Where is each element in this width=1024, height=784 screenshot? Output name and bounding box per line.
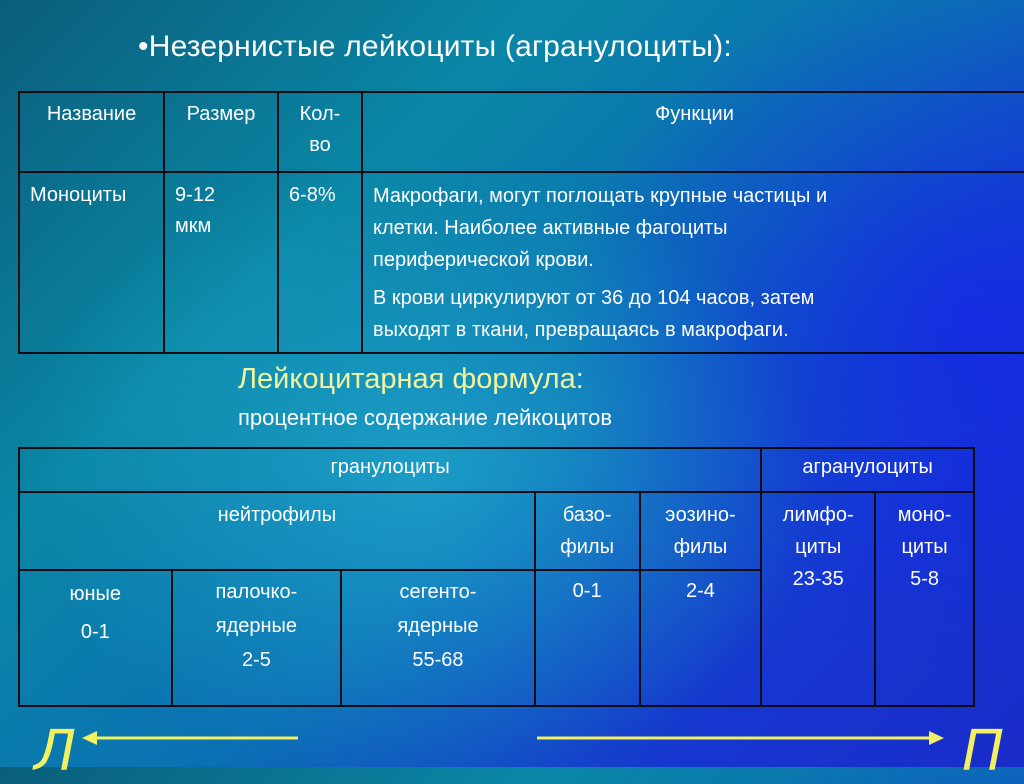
basophils-value-cell: 0-1 [535, 570, 640, 706]
neutrophils-header: нейтрофилы [19, 492, 535, 570]
granulocytes-header: гранулоциты [19, 448, 761, 492]
eosinophils-value-cell: 2-4 [640, 570, 762, 706]
band-neutrophils-cell: палочко- ядерные 2-5 [172, 570, 342, 706]
right-arrow-icon [537, 731, 944, 745]
cell-name: Моноциты [19, 172, 164, 353]
formula-subtitle: процентное содержание лейкоцитов [238, 405, 613, 430]
formula-title: Лейкоцитарная формула: [238, 363, 584, 395]
cell-size: 9-12 мкм [164, 172, 278, 353]
agranulocytes-header: агранулоциты [761, 448, 974, 492]
slide-title: •Незернистые лейкоциты (агранулоциты): [138, 30, 732, 63]
header-size: Размер [164, 92, 278, 172]
header-functions: Функции [362, 92, 1024, 172]
right-shift-letter: П [962, 719, 1005, 784]
header-quantity: Кол- во [278, 92, 362, 172]
cell-quantity: 6-8% [278, 172, 362, 353]
lymphocytes-cell: лимфо- циты 23-35 [761, 492, 875, 706]
header-name: Название [19, 92, 164, 172]
left-arrow-icon [82, 731, 298, 745]
left-shift-letter: Л [34, 719, 77, 784]
segmented-neutrophils-cell: сегенто- ядерные 55-68 [341, 570, 535, 706]
monocytes-cell: моно- циты 5-8 [875, 492, 974, 706]
young-neutrophils-cell: юные 0-1 [19, 570, 172, 706]
function-paragraph-1: Макрофаги, могут поглощать крупные частицы и клетки. Наиболее активные фагоциты периферической крови. [373, 185, 828, 271]
function-paragraph-2: В крови циркулируют от 36 до 104 часов, затем выходят в ткани, превращаясь в макрофаги. [373, 287, 815, 341]
eosinophils-header: эозино- филы [640, 492, 762, 570]
basophils-header: базо- филы [535, 492, 640, 570]
